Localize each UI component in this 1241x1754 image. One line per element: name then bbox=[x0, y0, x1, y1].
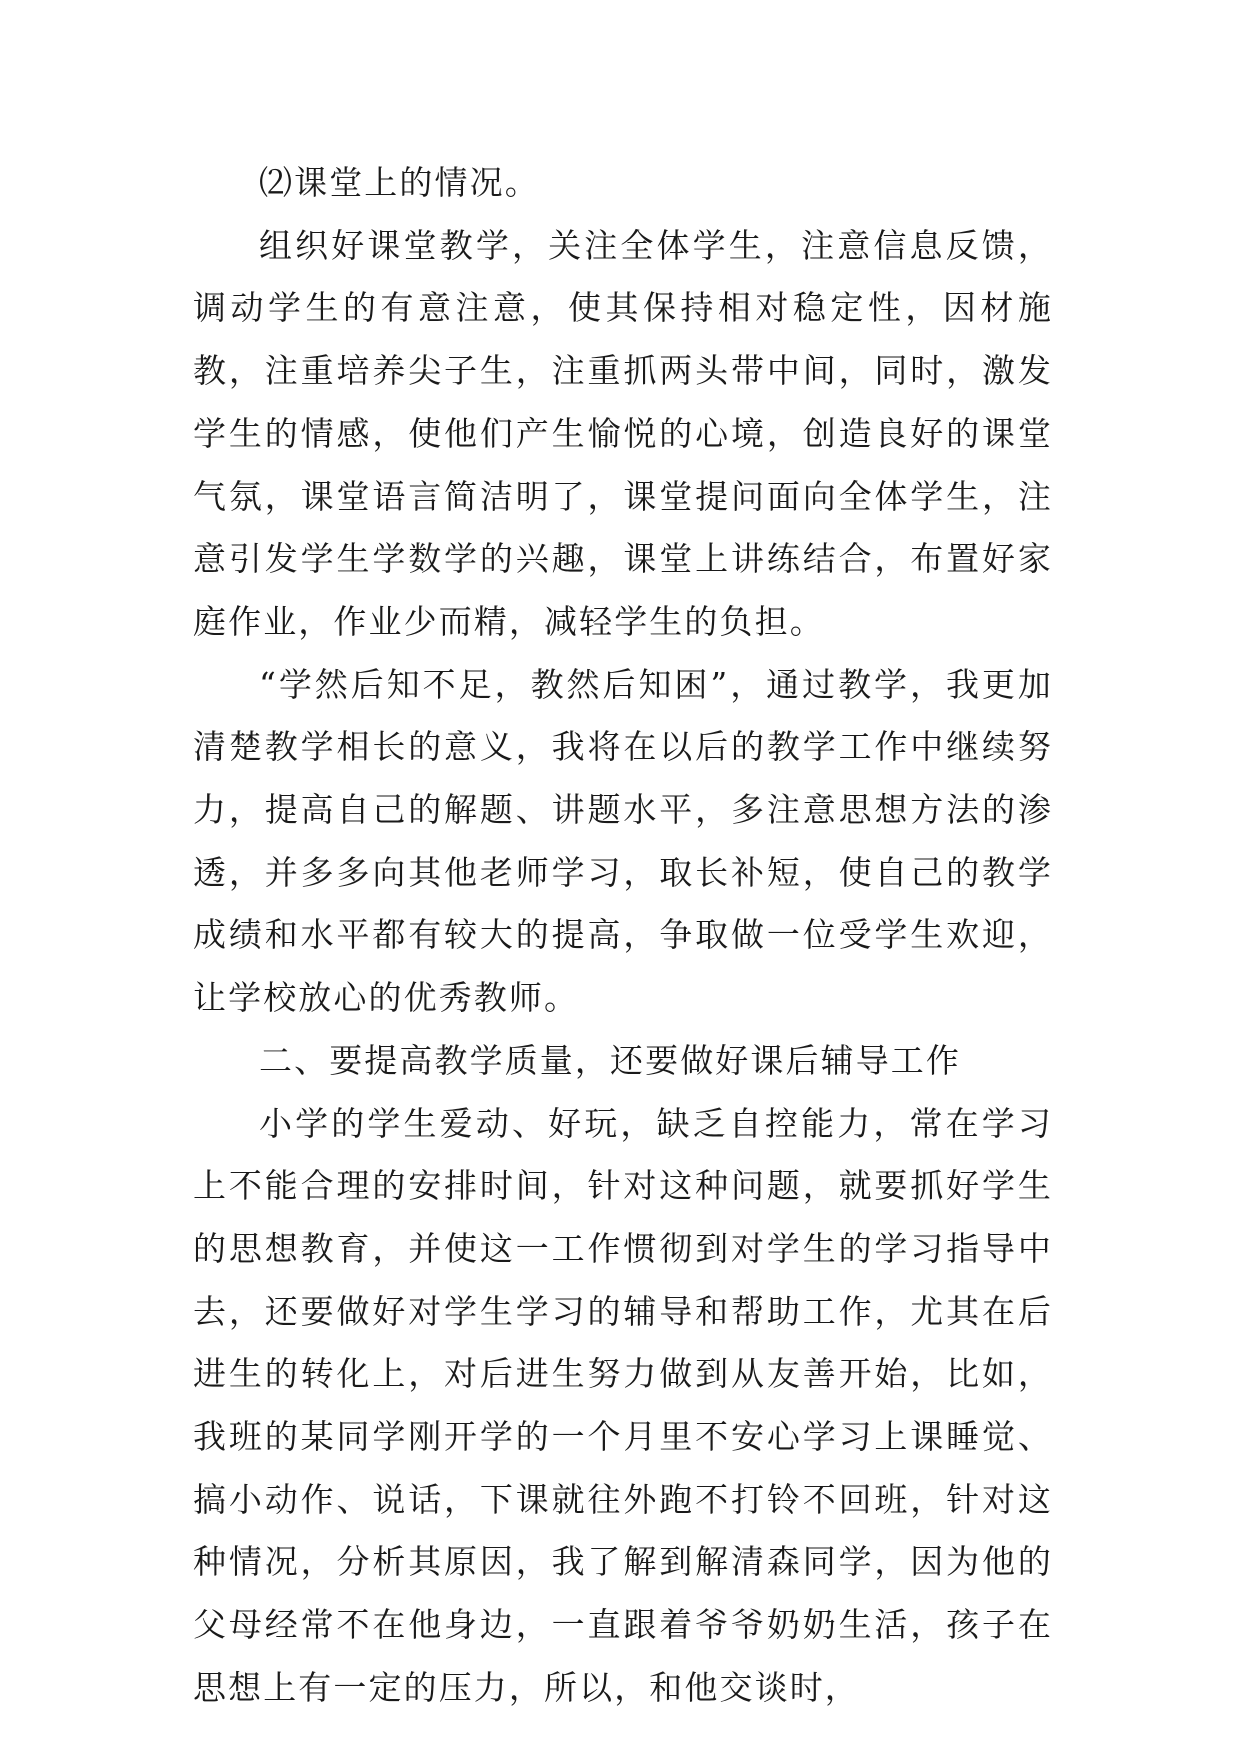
paragraph-classroom-situation-heading: ⑵课堂上的情况。 bbox=[259, 163, 540, 202]
paragraph-after-class-tutoring: 小学的学生爱动、好玩，缺乏自控能力，常在学习上不能合理的安排时间，针对这种问题，就要抓好学生的思想教育，并使这一工作惯彻到对学生的学习指导中去，还要做好对学生学习的辅导和帮助工作，尤其在后进生的转化上，对后进生努力做到从友善开始，比如，我班的某同学刚开学的一个月里不安心学习上课睡觉、搞小动作、说话，下课就往外跑不打铃不回班，针对这种情况，分析其原因，我了解到解清森同学，因为他的父母经常不在他身边，一直跟着爷爷奶奶生活，孩子在思想上有一定的压力，所以，和他交谈时， bbox=[193, 1103, 1053, 1707]
paragraph-section-two-heading: 二、要提高教学质量，还要做好课后辅导工作 bbox=[259, 1040, 961, 1080]
paragraph-learning-and-teaching: “学然后知不足，教然后知困”，通过教学，我更加清楚教学相长的意义，我将在以后的教学工作中继续努力，提高自己的解题、讲题水平，多注意思想方法的渗透，并多多向其他老师学习，取长补短，使自己的教学成绩和水平都有较大的提高，争取做一位受学生欢迎，让学校放心的优秀教师。 bbox=[193, 664, 1053, 1018]
paragraph-classroom-teaching: 组织好课堂教学，关注全体学生，注意信息反馈，调动学生的有意注意，使其保持相对稳定性，因材施教，注重培养尖子生，注重抓两头带中间，同时，激发学生的情感，使他们产生愉悦的心境，创造良好的课堂气氛，课堂语言简洁明了，课堂提问面向全体学生，注意引发学生学数学的兴趣，课堂上讲练结合，布置好家庭作业，作业少而精，减轻学生的负担。 bbox=[193, 225, 1053, 641]
document-body bbox=[193, 152, 1053, 1720]
